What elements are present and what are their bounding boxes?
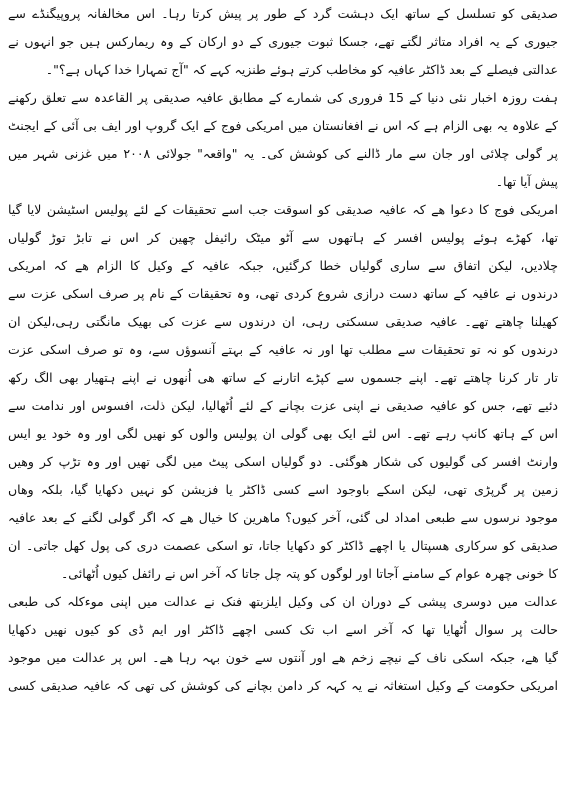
text-line: عدالت میں دوسری پیشی کے دوران ان کی وکیل ایلزبتھ فنک نے عدالت میں اپنی موءکلہ کی طبعی xyxy=(8,594,558,609)
text-line: درندوں کو نہ تو تحقیقات سے مطلب تھا اور نہ عافیہ کے بہتے آنسوؤں سے، وہ تو صرف اسکی عزت xyxy=(8,342,558,357)
text-line: پیش آیا تھا۔ xyxy=(495,174,558,189)
text-line: موجود نرسوں سے طبعی امداد لی گئی، آخر کیوں؟ ماھرین کا خیال ھے کہ اگر گولی لگنے کے بعد عافیہ xyxy=(8,510,558,525)
text-line: جیوری کے یہ افراد متاثر لگتے تھے، جسکا ثبوت جیوری کے دو ارکان کے وہ ریمارکس ہیں جو انہوں نے xyxy=(8,34,558,49)
text-line: زمین پر گرپڑی تھی، لیکن اسکے باوجود اسے کسی ڈاکٹر یا فزیشن کو نہیں دکھایا گیا، بلکہ وھاں xyxy=(8,482,558,497)
text-line: کا خونی چھرہ عوام کے سامنے آجاتا اور لوگوں کو پتہ چل جاتا کہ آخر اس نے رائفل کیوں اُٹھائی۔ xyxy=(60,566,558,581)
paragraph xyxy=(8,592,558,704)
text-line: چلادیں، لیکن اتفاق سے ساری گولیاں خطا کرگئیں، جبکہ عافیہ کے وکیل کا الزام ھے کہ امریکی xyxy=(8,258,558,273)
paragraph xyxy=(8,4,558,88)
paragraph xyxy=(8,200,558,592)
paragraph xyxy=(8,88,558,200)
text-line: پر گولی چلائی اور جان سے مار ڈالنے کی کوشش کی۔ یہ "واقعہ" جولائی ۲۰۰۸ میں غزنی شہر میں xyxy=(8,146,558,161)
text-line: تھا، کھڑے ہوئے پولیس افسر کے ہاتھوں سے آٹو میٹک رائیفل چھین کر اس نے تابڑ توڑ گولیاں xyxy=(8,230,558,245)
text-line: وارنٹ افسر کی گولیوں کی شکار ھوگئی۔ دو گولیاں اسکی پیٹ میں لگی تھیں اور وہ تڑپ کر وھیں xyxy=(8,454,558,469)
text-line: عدالتی فیصلے کے بعد ڈاکٹر عافیہ کو مخاطب کرتے ہوئے طنزیہ کہے کہ "آج تمہارا خدا کہاں ہے؟"۔ xyxy=(45,62,558,77)
text-line: صدیقی کو تسلسل کے ساتھ ایک دہشت گرد کے طور پر پیش کرتا رہا۔ اس مخالفانہ پروپیگنڈے سے xyxy=(8,6,558,21)
text-line: صدیقی کو سرکاری ھسپتال یا اچھے ڈاکٹر کو دکھایا جاتا، تو اسکی عصمت دری کی پول کھل جاتی۔ ان xyxy=(8,538,558,553)
text-line: امریکی فوج کا دعوا ھے کہ عافیہ صدیقی کو اسوقت جب اسے تحقیقات کے لئے پولیس اسٹیشن لایا گیا xyxy=(8,202,558,217)
text-line: دئیے تھے، جس کو عافیہ صدیقی نے اپنی عزت بچانے کے لئے اُٹھالیا، لیکن ذلت، افسوس اور ندامت سے xyxy=(8,398,558,413)
text-line: گیا ھے، جبکہ اسکی ناف کے نیچے زخم ھے اور آنتوں سے خون بہہ رہا ھے۔ اس پر عدالت میں موجود xyxy=(8,650,558,665)
text-line: درندوں نے عافیہ کے ساتھ دست درازی شروع کردی تھی، وہ تحقیقات کے نام پر صرف اسکی عزت سے xyxy=(8,286,558,301)
text-line: ہفت روزہ اخبار نئی دنیا کے 15 فروری کی شمارے کے مطابق عافیہ صدیقی پر القاعدہ سے تعلق رکھنے xyxy=(8,90,558,105)
text-line: کھیلنا چاھتے تھے۔ عافیہ صدیقی سسکتی رہی، ان درندوں سے عزت کی بھیک مانگتی رہی،لیکن ان xyxy=(8,314,558,329)
text-line: امریکی حکومت کے وکیل استغاثہ نے یہ کہہ کر دامن بچانے کی کوشش کی تھی کہ عافیہ صدیقی کسی xyxy=(8,678,558,693)
text-line: کے علاوہ یہ بھی الزام ہے کہ اس نے افغانستان میں امریکی فوج کے ایک گروپ اور ایف بی آئی کے ایجنٹ xyxy=(8,118,558,133)
text-line: تار تار کرنا چاھتے تھے۔ اپنے جسموں سے کپڑے اتارنے کے ساتھ ھی اُنھوں نے اپنے ہتھیار بھی الگ رکھ xyxy=(8,370,558,385)
text-line: اس کے ہاتھ کانپ رہے تھے۔ اس لئے ایک بھی گولی ان پولیس والوں کو نھیں لگی اور وہ خود یو ایس xyxy=(8,426,558,441)
text-line: حالت پر سوال اُٹھایا تھا کہ آخر اسے اب تک کسی اچھے ڈاکٹر اور ایم ڈی کو کیوں نھیں دکھایا xyxy=(8,622,558,637)
